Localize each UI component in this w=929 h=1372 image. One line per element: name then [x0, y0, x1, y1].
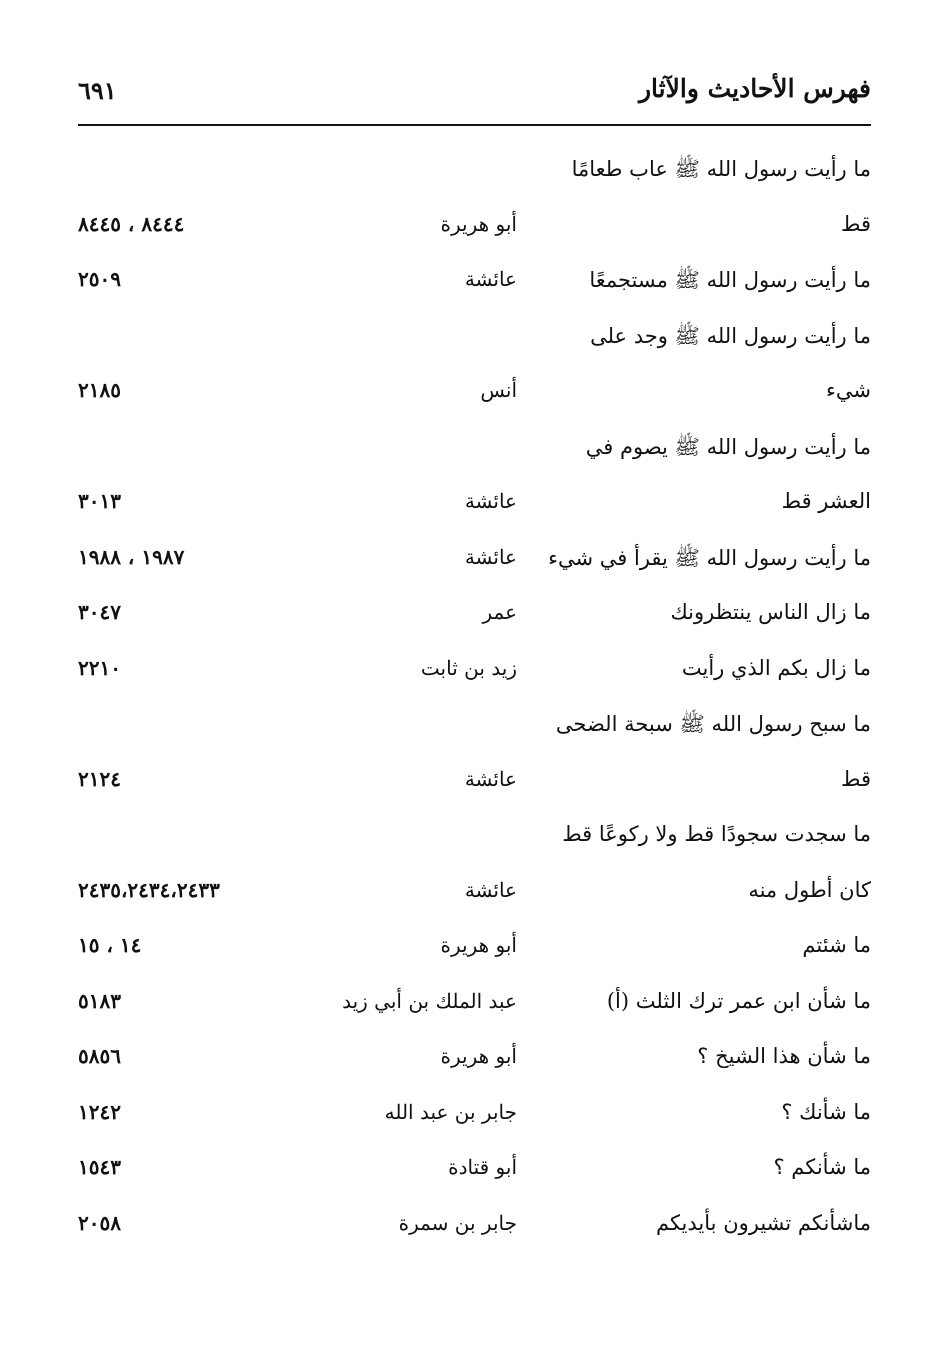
hadith-text: ما رأيت رسول الله ﷺ عاب طعامًا: [571, 157, 871, 181]
reference-numbers: ٣٠١٣: [78, 489, 121, 513]
hadith-text: ما شأنكم ؟: [773, 1155, 871, 1179]
reference-numbers: ٣٠٤٧: [78, 600, 121, 624]
index-row: [78, 255, 871, 311]
reference-numbers: ٢٤٣٥،٢٤٣٤،٢٤٣٣: [78, 877, 220, 902]
narrator: أبو قتادة: [448, 1155, 517, 1179]
reference-numbers: ١٤ ، ١٥: [78, 933, 142, 957]
hadith-text: شيء: [826, 378, 871, 402]
index-row: [78, 1143, 871, 1199]
page-header: [78, 70, 871, 126]
page-number: ٦٩١: [78, 76, 117, 105]
hadith-text: ما شأنك ؟: [781, 1099, 871, 1124]
index-row: [78, 866, 871, 922]
hadith-text: ما رأيت رسول الله ﷺ يقرأ في شيء: [548, 545, 871, 570]
narrator: أبو هريرة: [440, 933, 517, 957]
index-row: [78, 422, 871, 478]
hadith-text: ما شأن هذا الشيخ ؟: [697, 1044, 871, 1068]
index-row: [78, 200, 871, 256]
hadith-text: ما رأيت رسول الله ﷺ مستجمعًا: [589, 268, 871, 292]
hadith-text: ما رأيت رسول الله ﷺ يصوم في: [585, 434, 871, 459]
index-row: [78, 1088, 871, 1144]
reference-numbers: ٢١٢٤: [78, 766, 121, 791]
hadith-text: العشر قط: [781, 489, 871, 513]
index-row: [78, 588, 871, 644]
narrator: عائشة: [464, 766, 517, 791]
page-title: فهرس الأحاديث والآثار: [638, 74, 871, 103]
narrator: جابر بن عبد الله: [384, 1099, 517, 1124]
hadith-text: ما شئتم: [802, 933, 871, 957]
hadith-text: ماشأنكم تشيرون بأيديكم: [655, 1210, 871, 1235]
reference-numbers: ٥٨٥٦: [78, 1044, 121, 1068]
reference-numbers: ٢١٨٥: [78, 378, 121, 402]
index-row: [78, 1199, 871, 1255]
narrator: عائشة: [464, 877, 517, 902]
hadith-text: ما سبح رسول الله ﷺ سبحة الضحى: [555, 712, 871, 736]
hadith-text: قط: [841, 211, 871, 236]
narrator: عائشة: [464, 489, 517, 513]
reference-numbers: ١٩٨٧ ، ١٩٨٨: [78, 544, 185, 569]
hadith-text: ما رأيت رسول الله ﷺ وجد على: [590, 323, 871, 348]
index-row: [78, 977, 871, 1033]
narrator: عبد الملك بن أبي زيد: [342, 988, 517, 1013]
hadith-text: قط: [841, 766, 871, 791]
index-row: [78, 477, 871, 533]
hadith-text: ما سجدت سجودًا قط ولا ركوعًا قط: [562, 822, 871, 846]
reference-numbers: ٢٥٠٩: [78, 267, 121, 291]
narrator: أبو هريرة: [440, 211, 517, 236]
hadith-text: كان أطول منه: [748, 877, 871, 902]
narrator: جابر بن سمرة: [398, 1210, 517, 1235]
index-row: [78, 921, 871, 977]
index-row: [78, 1032, 871, 1088]
reference-numbers: ٥١٨٣: [78, 988, 121, 1013]
reference-numbers: ١٥٤٣: [78, 1155, 121, 1179]
narrator: أنس: [480, 378, 517, 402]
index-row: [78, 699, 871, 755]
index-row: [78, 810, 871, 866]
index-row: [78, 366, 871, 422]
index-row: [78, 644, 871, 700]
narrator: عائشة: [464, 544, 517, 569]
reference-numbers: ١٢٤٢: [78, 1099, 121, 1124]
narrator: زيد بن ثابت: [420, 655, 517, 680]
hadith-text: ما زال بكم الذي رأيت: [681, 655, 871, 680]
hadith-text: ما شأن ابن عمر ترك الثلث (أ): [606, 988, 871, 1013]
hadith-text: ما زال الناس ينتظرونك: [670, 600, 871, 624]
reference-numbers: ٢٢١٠: [78, 655, 121, 680]
index-row: [78, 311, 871, 367]
narrator: عمر: [482, 600, 517, 624]
reference-numbers: ٢٠٥٨: [78, 1210, 121, 1235]
narrator: عائشة: [464, 267, 517, 291]
index-list: [78, 144, 871, 1254]
narrator: أبو هريرة: [440, 1044, 517, 1068]
index-row: [78, 533, 871, 589]
index-row: [78, 144, 871, 200]
index-row: [78, 755, 871, 811]
reference-numbers: ٨٤٤٤ ، ٨٤٤٥: [78, 211, 185, 236]
